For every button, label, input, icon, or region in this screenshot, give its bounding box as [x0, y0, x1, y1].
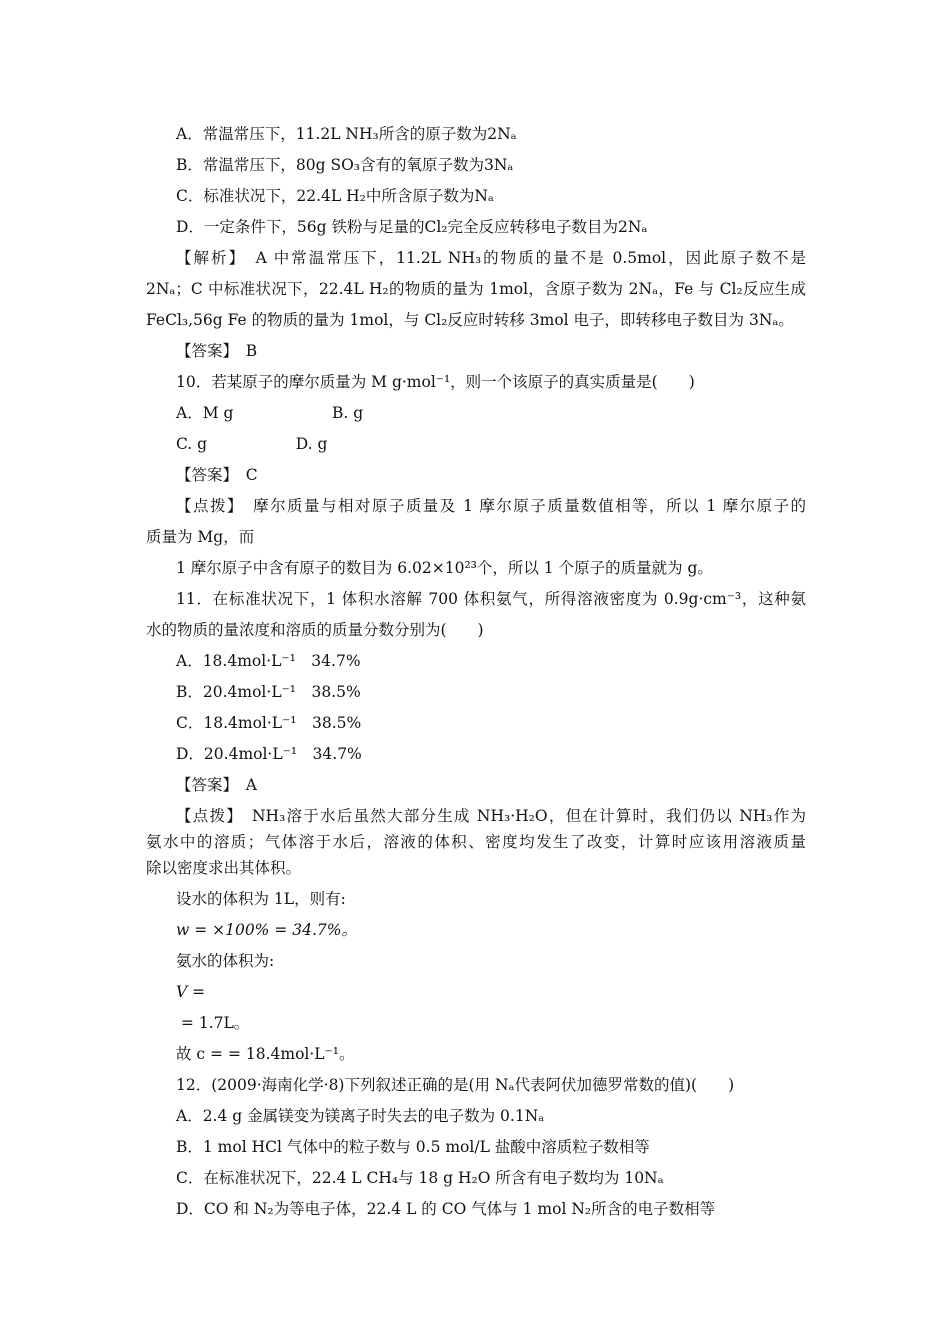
q9-answer: 【答案】 B	[176, 342, 258, 360]
q11-tip-line-1: 【点拨】 NH₃溶于水后虽然大部分生成 NH₃·H₂O，但在计算时，我们仍以 NH₃作为	[176, 807, 806, 825]
q11-option-d: D．20.4mol·L⁻¹ 34.7%	[176, 745, 362, 763]
q12-option-c: C．在标准状况下，22.4 L CH₄与 18 g H₂O 所含有电子数均为 10Nₐ	[176, 1169, 664, 1187]
q10-tip-line-2: 质量为 Mg，而	[146, 528, 255, 546]
q11-calc-line-3: 氨水的体积为:	[176, 952, 275, 970]
q11-tip-line-3: 除以密度求出其体积。	[146, 859, 302, 877]
q11-option-a: A．18.4mol·L⁻¹ 34.7%	[176, 652, 361, 670]
q9-option-c: C．标准状况下，22.4L H₂中所含原子数为Nₐ	[176, 187, 494, 205]
q11-option-b: B．20.4mol·L⁻¹ 38.5%	[176, 683, 361, 701]
q11-answer: 【答案】 A	[176, 776, 257, 794]
q10-tip-line-1: 【点拨】 摩尔质量与相对原子质量及 1 摩尔原子质量数值相等，所以 1 摩尔原子的	[176, 497, 806, 515]
q11-calc-concentration: 故 c = = 18.4mol·L⁻¹。	[176, 1045, 355, 1063]
q11-stem-line-2: 水的物质的量浓度和溶质的质量分数分别为( )	[146, 621, 484, 639]
q9-analysis-line-2: 2Nₐ；C 中标准状况下，22.4L H₂的物质的量为 1mol，含原子数为 2Nₐ，Fe 与 Cl₂反应生成	[146, 280, 806, 298]
q11-calc-line-1: 设水的体积为 1L，则有:	[176, 890, 346, 908]
q9-option-a: A．常温常压下，11.2L NH₃所含的原子数为2Nₐ	[176, 125, 517, 143]
q9-option-b: B．常温常压下，80g SO₃含有的氧原子数为3Nₐ	[176, 156, 514, 174]
q10-stem: 10．若某原子的摩尔质量为 M g·mol⁻¹，则一个该原子的真实质量是( )	[176, 373, 695, 391]
q9-analysis-line-3: FeCl₃,56g Fe 的物质的量为 1mol，与 Cl₂反应时转移 3mol 电子，即转移电子数目为 3Nₐ。	[146, 311, 794, 329]
q9-analysis-line-1: 【解析】 A 中常温常压下，11.2L NH₃的物质的量不是 0.5mol，因此原子数不是	[176, 249, 806, 267]
q12-option-d: D．CO 和 N₂为等电子体，22.4 L 的 CO 气体与 1 mol N₂所含的电子数相等	[176, 1200, 716, 1218]
q11-option-c: C．18.4mol·L⁻¹ 38.5%	[176, 714, 362, 732]
q10-tip-line-3: 1 摩尔原子中含有原子的数目为 6.02×10²³个，所以 1 个原子的质量就为 g。	[176, 559, 713, 577]
q11-calc-volume-result: = 1.7L。	[176, 1014, 250, 1032]
q11-stem-line-1: 11．在标准状况下，1 体积水溶解 700 体积氨气，所得溶液密度为 0.9g·cm⁻³，这种氨	[176, 590, 806, 608]
q9-option-d: D．一定条件下，56g 铁粉与足量的Cl₂完全反应转移电子数目为2Nₐ	[176, 218, 648, 236]
q12-stem: 12．(2009·海南化学·8)下列叙述正确的是(用 Nₐ代表阿伏加德罗常数的值)( )	[176, 1076, 735, 1094]
q11-tip-line-2: 氨水中的溶质；气体溶于水后，溶液的体积、密度均发生了改变，计算时应该用溶液质量	[146, 833, 806, 851]
q11-calc-mass-fraction: w = ×100% = 34.7%。	[176, 921, 357, 939]
q11-calc-volume: V =	[176, 983, 206, 1001]
q10-options-ab: A．M g B. g	[176, 404, 364, 422]
q12-option-b: B．1 mol HCl 气体中的粒子数与 0.5 mol/L 盐酸中溶质粒子数相等	[176, 1138, 650, 1156]
q12-option-a: A．2.4 g 金属镁变为镁离子时失去的电子数为 0.1Nₐ	[176, 1107, 545, 1125]
q10-answer: 【答案】 C	[176, 466, 258, 484]
q10-options-cd: C. g D. g	[176, 435, 328, 453]
